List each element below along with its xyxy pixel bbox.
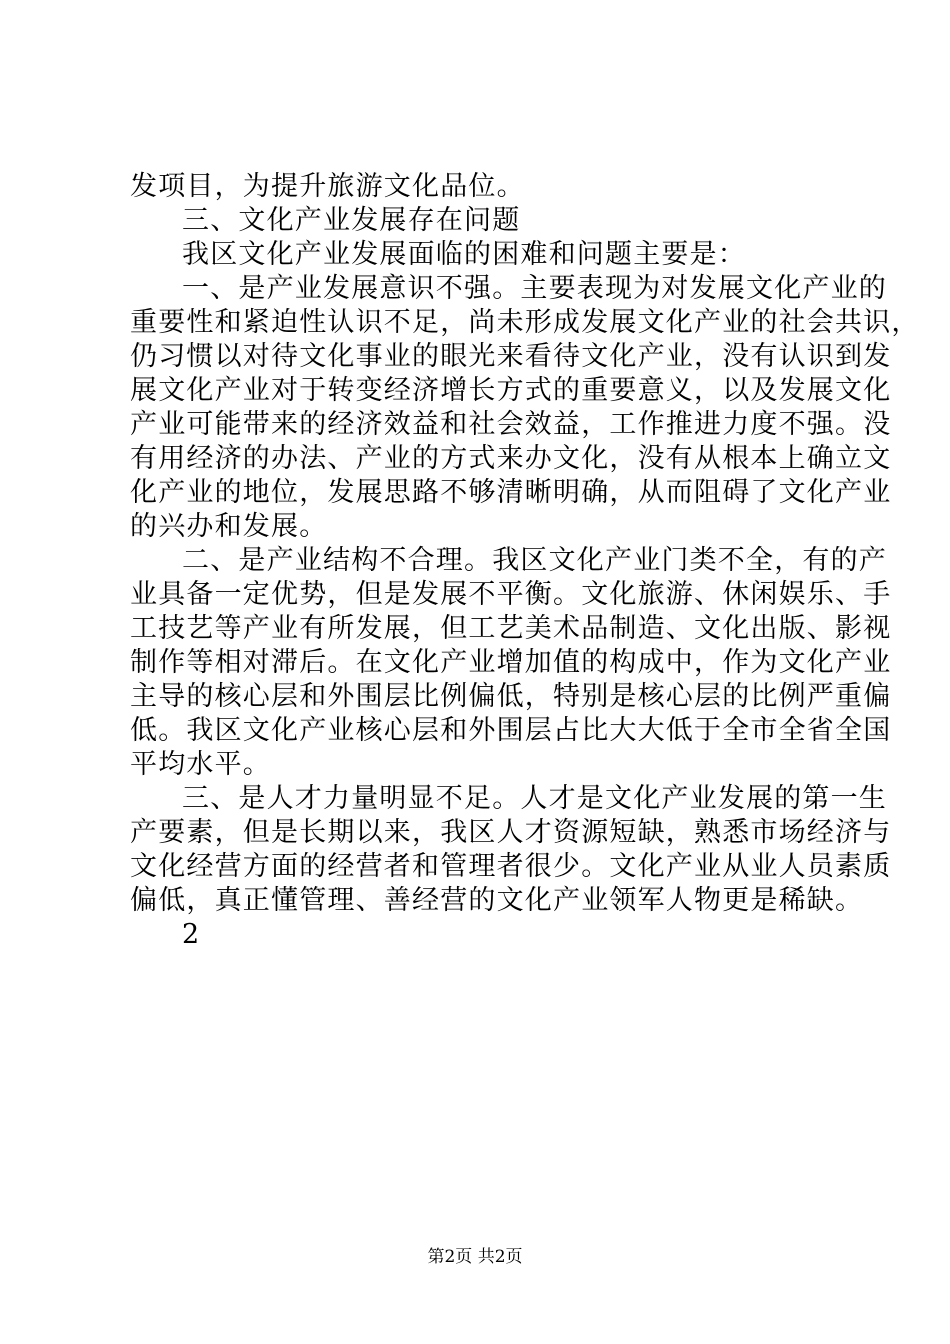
body-text-line: 偏低，真正懂管理、善经营的文化产业领军人物更是稀缺。 bbox=[130, 885, 864, 916]
body-text-line: 重要性和紧迫性认识不足，尚未形成发展文化产业的社会共识， bbox=[130, 307, 920, 338]
page-footer: 第2页 共2页 bbox=[427, 1247, 523, 1267]
body-text-line: 化产业的地位，发展思路不够清晰明确，从而阻碍了文化产业 bbox=[130, 477, 892, 508]
body-text-line: 制作等相对滞后。在文化产业增加值的构成中，作为文化产业 bbox=[130, 647, 892, 678]
body-text-line: 发项目，为提升旅游文化品位。 bbox=[130, 171, 525, 202]
body-text-line: 三、是人才力量明显不足。人才是文化产业发展的第一生 bbox=[182, 783, 887, 814]
body-text-line: 工技艺等产业有所发展，但工艺美术品制造、文化出版、影视 bbox=[130, 613, 892, 644]
body-text-line: 文化经营方面的经营者和管理者很少。文化产业从业人员素质 bbox=[130, 851, 892, 882]
body-text-line: 2 bbox=[182, 919, 201, 950]
body-text-line: 展文化产业对于转变经济增长方式的重要意义，以及发展文化 bbox=[130, 375, 892, 406]
body-text-line: 产要素，但是长期以来，我区人才资源短缺，熟悉市场经济与 bbox=[130, 817, 892, 848]
body-text-line: 二、是产业结构不合理。我区文化产业门类不全，有的产 bbox=[182, 545, 887, 576]
body-text-line: 主导的核心层和外围层比例偏低，特别是核心层的比例严重偏 bbox=[130, 681, 892, 712]
section-heading: 三、文化产业发展存在问题 bbox=[182, 205, 521, 236]
body-text-line: 产业可能带来的经济效益和社会效益，工作推进力度不强。没 bbox=[130, 409, 892, 440]
body-text-line: 仍习惯以对待文化事业的眼光来看待文化产业，没有认识到发 bbox=[130, 341, 892, 372]
body-text-line: 一、是产业发展意识不强。主要表现为对发展文化产业的 bbox=[182, 273, 887, 304]
body-text-line: 有用经济的办法、产业的方式来办文化，没有从根本上确立文 bbox=[130, 443, 892, 474]
body-text-line: 业具备一定优势，但是发展不平衡。文化旅游、休闲娱乐、手 bbox=[130, 579, 892, 610]
body-text-line: 的兴办和发展。 bbox=[130, 511, 328, 542]
body-text-line: 低。我区文化产业核心层和外围层占比大大低于全市全省全国 bbox=[130, 715, 892, 746]
body-text-line: 我区文化产业发展面临的困难和问题主要是： bbox=[182, 239, 746, 270]
body-text-line: 平均水平。 bbox=[130, 749, 271, 780]
